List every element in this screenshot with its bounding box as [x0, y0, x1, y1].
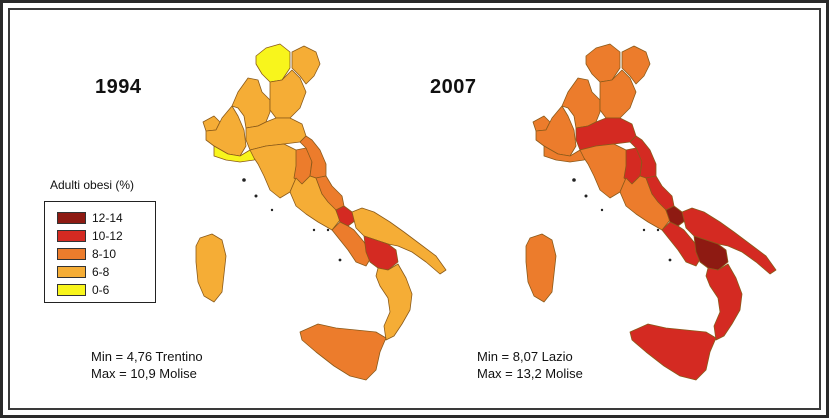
legend-swatch: [57, 230, 86, 242]
stats-max: Max = 13,2 Molise: [477, 366, 583, 381]
small-island: [601, 209, 603, 211]
stats-max: Max = 10,9 Molise: [91, 366, 197, 381]
small-island: [313, 229, 315, 231]
legend: [44, 201, 156, 303]
region-piemonte: [206, 106, 246, 156]
region-trentino: [586, 44, 620, 82]
region-piemonte: [536, 106, 576, 156]
region-sicilia: [630, 324, 716, 380]
legend-label: 6-8: [92, 265, 110, 279]
legend-label: 12-14: [92, 211, 123, 225]
region-calabria: [706, 264, 742, 340]
region-sardegna: [196, 234, 226, 302]
stats-1994: [91, 348, 203, 382]
small-island: [572, 178, 576, 182]
legend-swatch: [57, 284, 86, 296]
small-island: [643, 229, 645, 231]
stats-min: Min = 8,07 Lazio: [477, 349, 573, 364]
legend-label: 8-10: [92, 247, 117, 261]
map-year-right: 2007: [430, 76, 477, 98]
legend-swatch: [57, 212, 86, 224]
legend-swatch: [57, 266, 86, 278]
small-island: [339, 259, 342, 262]
map-2007: [526, 44, 776, 380]
small-island: [327, 229, 329, 231]
small-island: [271, 209, 273, 211]
map-year-left: 1994: [95, 76, 142, 98]
small-island: [255, 195, 258, 198]
map-1994: [196, 44, 446, 380]
small-island: [657, 229, 659, 231]
region-calabria: [376, 264, 412, 340]
small-island: [242, 178, 246, 182]
legend-item: [57, 211, 123, 225]
legend-item: [57, 265, 109, 279]
legend-label: 0-6: [92, 283, 110, 297]
small-island: [669, 259, 672, 262]
small-island: [585, 195, 588, 198]
region-sardegna: [526, 234, 556, 302]
region-trentino: [256, 44, 290, 82]
legend-item: [57, 247, 116, 261]
stats-min: Min = 4,76 Trentino: [91, 349, 203, 364]
legend-item: [57, 283, 109, 297]
legend-label: 10-12: [92, 229, 123, 243]
stats-2007: [477, 348, 583, 382]
legend-item: [57, 229, 123, 243]
legend-title: Adulti obesi (%): [50, 178, 135, 192]
legend-swatch: [57, 248, 86, 260]
region-sicilia: [300, 324, 386, 380]
